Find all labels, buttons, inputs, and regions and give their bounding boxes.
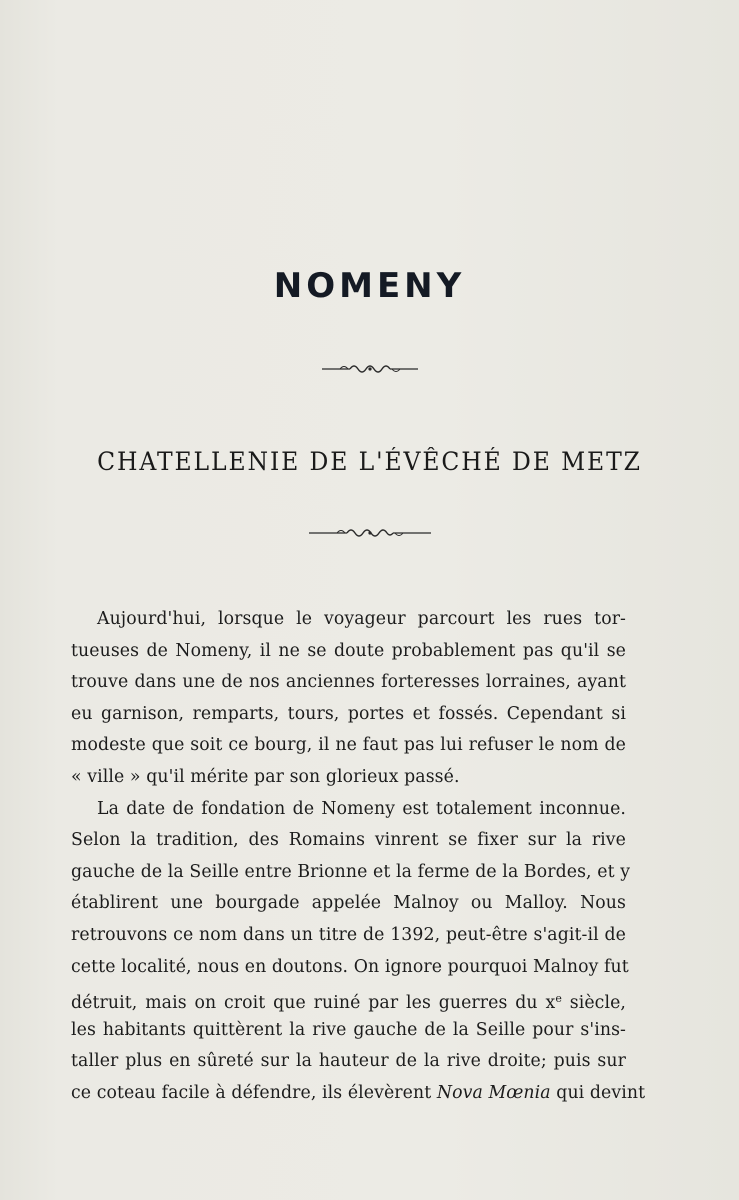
century-numeral: $x^e$ siècle,: [545, 992, 627, 1014]
text-line: eu garnison, remparts, tours, portes et fossés. Cependant si: [71, 703, 626, 724]
text-line: Selon la tradition, des Romains vinrent se fixer sur la rive: [71, 830, 626, 851]
text-segment: détruit, mais on croit que ruiné par les guerres du: [71, 993, 538, 1014]
text-line: « ville » qu'il mérite par son glorieux passé.: [71, 766, 460, 787]
text-line: La date de fondation de Nomeny est totalement inconnue.: [97, 798, 626, 819]
text-line: établirent une bourgade appelée Malnoy ou Malloy. Nous: [71, 893, 626, 914]
text-line: [71, 1078, 646, 1110]
latin-phrase: Nova Mœnia qui devint: [436, 1082, 646, 1103]
flourish-icon: [320, 360, 420, 376]
text-line: modeste que soit ce bourg, il ne faut pas lui refuser le nom de: [71, 735, 626, 756]
ornament-divider-bottom: [0, 524, 739, 540]
text-line: cette localité, nous en doutons. On ignore pourquoi Malnoy fut: [71, 956, 629, 977]
text-line: tueuses de Nomeny, il ne se doute probablement pas qu'il se: [71, 640, 626, 661]
text-line: Aujourd'hui, lorsque le voyageur parcourt les rues tor-: [97, 609, 626, 629]
text-line: retrouvons ce nom dans un titre de 1392, peut-être s'agit-il de: [71, 924, 626, 945]
text-line: [71, 983, 626, 1015]
page-title: NOMENY: [273, 266, 466, 306]
text-line: les habitants quittèrent la rive gauche de la Seille pour s'ins-: [71, 1019, 626, 1040]
body-text: [71, 604, 646, 1110]
text-line: trouve dans une de nos anciennes forteresses lorraines, ayant: [71, 672, 626, 693]
ornament-divider-top: [0, 360, 739, 376]
text-segment: ce coteau facile à défendre, ils élevèrent: [71, 1082, 432, 1103]
text-line: taller plus en sûreté sur la hauteur de la rive droite; puis sur: [71, 1051, 626, 1072]
chapter-subtitle: CHATELLENIE DE L'ÉVÊCHÉ DE METZ: [97, 447, 642, 476]
flourish-icon: [307, 524, 433, 540]
text-line: gauche de la Seille entre Brionne et la ferme de la Bordes, et y: [71, 861, 631, 882]
